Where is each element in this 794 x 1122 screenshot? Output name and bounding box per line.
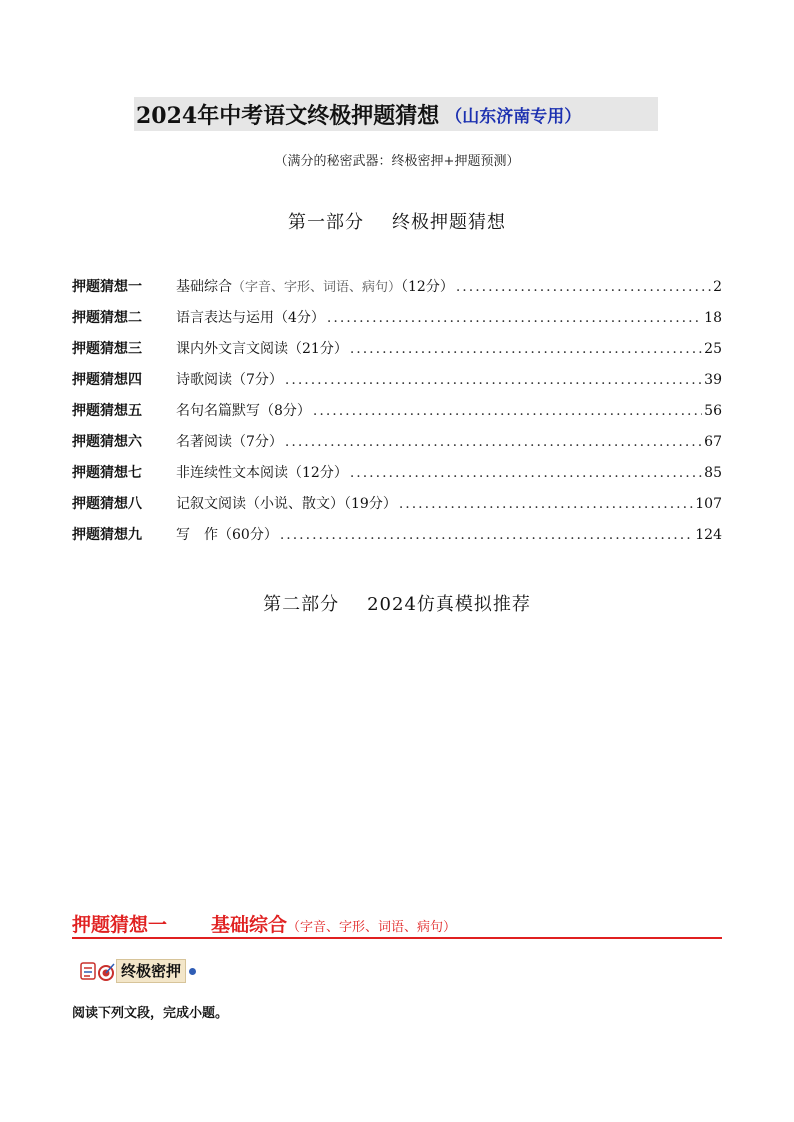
toc-score: （12分） [401, 279, 454, 295]
part-one-label: 第一部分 [288, 212, 364, 233]
toc-title: 名句名篇默写（8分） [176, 403, 311, 419]
toc-leader [350, 341, 702, 357]
part-one-heading [0, 208, 794, 234]
toc-leader [285, 434, 702, 450]
toc-title: 语言表达与运用（4分） [176, 310, 325, 326]
toc-page: 56 [704, 403, 722, 419]
target-icon [80, 959, 116, 983]
toc-label: 押题猜想三 [72, 341, 142, 357]
toc-title: 非连续性文本阅读（12分） [176, 465, 348, 481]
toc-leader [313, 403, 702, 419]
section-label: 押题猜想一 [72, 914, 168, 936]
toc-page: 124 [695, 527, 722, 543]
toc-leader [280, 527, 693, 543]
toc-row[interactable] [72, 431, 722, 462]
key-badge [80, 958, 196, 984]
badge-dot [189, 968, 196, 975]
toc-title: 课内外文言文阅读（21分） [176, 341, 348, 357]
toc-row[interactable] [72, 400, 722, 431]
toc-label: 押题猜想五 [72, 403, 142, 419]
toc-title: 名著阅读（7分） [176, 434, 283, 450]
toc-leader [327, 310, 702, 326]
toc-note: （字音、字形、词语、病句） [232, 280, 402, 295]
document-subtitle: （满分的秘密武器：终极密押+押题预测） [274, 154, 520, 169]
title-main: 2024年中考语文终极押题猜想 [136, 102, 440, 129]
toc-label: 押题猜想二 [72, 310, 142, 326]
toc-leader [350, 465, 702, 481]
document-title [134, 97, 658, 131]
section-note: （字音、字形、词语、病句） [287, 920, 457, 935]
toc-page: 67 [704, 434, 722, 450]
toc-page: 18 [704, 310, 722, 326]
toc-page: 39 [704, 372, 722, 388]
part-one-title: 终极押题猜想 [392, 212, 506, 233]
section-title: 基础综合 [211, 914, 288, 936]
toc-row[interactable] [72, 524, 722, 555]
toc-leader [399, 496, 693, 512]
section-heading [72, 910, 722, 939]
toc-page: 25 [704, 341, 722, 357]
toc-label: 押题猜想一 [72, 279, 142, 295]
instruction-text: 阅读下列文段，完成小题。 [72, 1006, 229, 1021]
toc-row[interactable] [72, 462, 722, 493]
toc-leader [456, 279, 711, 295]
toc-row[interactable] [72, 493, 722, 524]
toc-label: 押题猜想九 [72, 527, 142, 543]
badge-text: 终极密押 [116, 959, 186, 983]
part-two-title: 2024仿真模拟推荐 [367, 594, 531, 615]
table-of-contents [72, 276, 722, 555]
toc-page: 2 [713, 279, 722, 295]
toc-row[interactable] [72, 307, 722, 338]
toc-label: 押题猜想四 [72, 372, 142, 388]
part-two-label: 第二部分 [263, 594, 340, 615]
toc-label: 押题猜想六 [72, 434, 142, 450]
toc-page: 107 [695, 496, 722, 512]
part-two-heading [0, 590, 794, 616]
toc-title: 诗歌阅读（7分） [176, 372, 283, 388]
toc-row[interactable] [72, 276, 722, 307]
toc-title: 基础综合（字音、字形、词语、病句）（12分） [176, 279, 454, 295]
toc-row[interactable] [72, 338, 722, 369]
toc-row[interactable] [72, 369, 722, 400]
toc-label: 押题猜想八 [72, 496, 142, 512]
title-region: （山东济南专用） [445, 106, 582, 127]
toc-leader [285, 372, 702, 388]
toc-label: 押题猜想七 [72, 465, 142, 481]
toc-title: 写 作（60分） [176, 527, 278, 543]
toc-page: 85 [704, 465, 722, 481]
toc-title: 记叙文阅读（小说、散文）（19分） [176, 496, 397, 512]
